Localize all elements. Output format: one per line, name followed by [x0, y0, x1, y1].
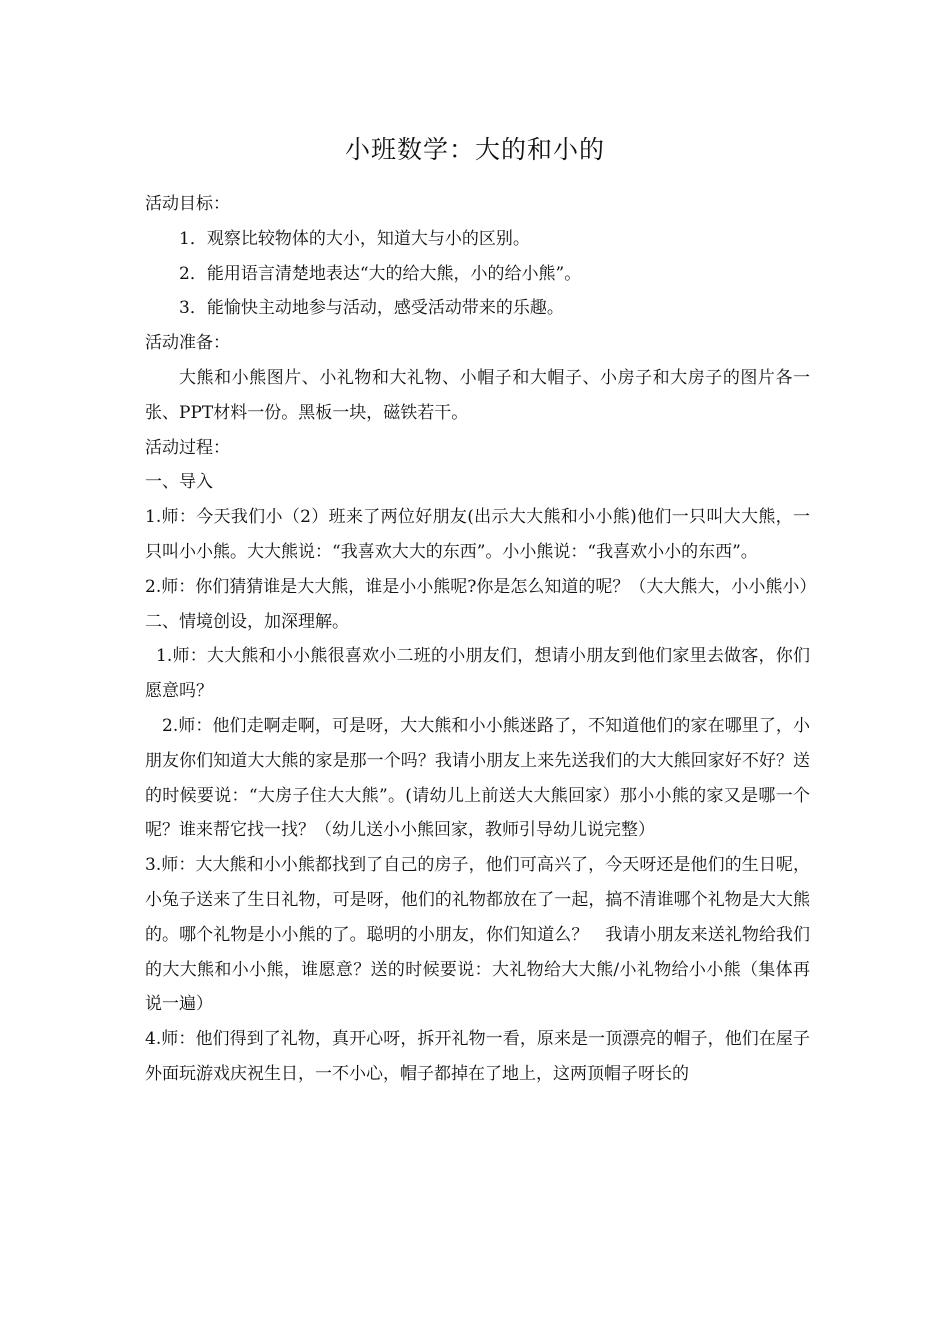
prep-heading: 活动准备：: [145, 333, 230, 354]
goal-item: 2．能用语言清楚地表达“大的给大熊，小的给小熊”。: [179, 263, 582, 284]
section-1-item: 1.师：今天我们小（2）班来了两位好朋友(出示大大熊和小小熊)他们一只叫大大熊，一只叫小小熊。大大熊说：“我喜欢大大的东西”。小小熊说：“我喜欢小小的东西”。: [145, 507, 810, 562]
page-title: 小班数学：大的和小的: [344, 135, 605, 164]
goals-heading: 活动目标：: [145, 194, 230, 214]
section-2-item: 1.师：大大熊和小小熊很喜欢小二班的小朋友们，想请小朋友到他们家里去做客，你们愿意吗？: [145, 646, 810, 702]
section-1-item: 2.师：你们猜猜谁是大大熊，谁是小小熊呢?你是怎么知道的呢？（大大熊大，小小熊小）: [145, 576, 817, 597]
prep-text: 大熊和小熊图片、小礼物和大礼物、小帽子和大帽子、小房子和大房子的图片各一张、PPT材料一份。黑板一块，磁铁若干。: [145, 367, 810, 423]
goal-item: 1．观察比较物体的大小，知道大与小的区别。: [179, 228, 530, 249]
section-2-item: 3.师：大大熊和小小熊都找到了自己的房子，他们可高兴了，今天呀还是他们的生日呢，小兔子送来了生日礼物，可是呀，他们的礼物都放在了一起，搞不清谁哪个礼物是大大熊的。哪个礼物是小小熊的了。聪明的小朋友，你们知道么？ 我请小朋友来送礼物给我们的大大熊和小小熊，谁愿意？送的时候要说：大礼物给大大熊/小礼物给小小熊（集体再说一遍）: [145, 855, 810, 1015]
goal-item: 3．能愉快主动地参与活动，感受活动带来的乐趣。: [179, 298, 564, 319]
section-1-heading: 一、导入: [145, 472, 213, 493]
section-2-item: 2.师：他们走啊走啊，可是呀，大大熊和小小熊迷路了，不知道他们的家在哪里了，小朋友你们知道大大熊的家是那一个吗？我请小朋友上来先送我们的大大熊回家好不好？送的时候要说：“大房子住大大熊”。(请幼儿上前送大大熊回家）那小小熊的家又是哪一个呢？谁来帮它找一找？（幼儿送小小熊回家，教师引导幼儿说完整）: [145, 715, 810, 841]
process-heading: 活动过程：: [145, 437, 230, 458]
section-2-item: 4.师：他们得到了礼物，真开心呀，拆开礼物一看，原来是一顶漂亮的帽子，他们在屋子外面玩游戏庆祝生日，一不小心，帽子都掉在了地上，这两顶帽子呀长的: [145, 1029, 810, 1084]
document-body: [145, 187, 817, 1092]
section-2-heading: 二、情境创设，加深理解。: [145, 611, 349, 632]
